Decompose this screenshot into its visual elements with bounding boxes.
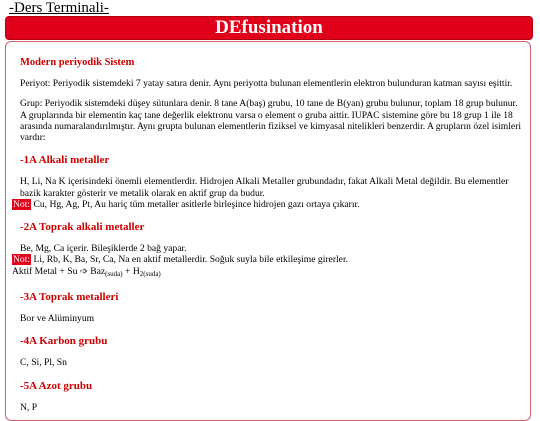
group-1a-paragraph: H, Li, Na K içerisindeki önemli elementlerdir. Hidrojen Alkali Metaller grubundadır, fakat Alkali Metal değildir. Bu elementler bazik karakter gösterir ve metalik olarak en aktif grup da budur. [20,176,509,199]
group-2a-formula [12,266,522,280]
article-content [6,57,530,413]
formula-sub-2: 2(suda) [139,269,161,278]
section-heading-4a: -4A Karbon grubu [20,335,108,348]
group-2a-note [12,254,522,265]
grup-paragraph: Grup: Periyodik sistemdeki düşey sütunlara denir. 8 tane A(baş) grubu, 10 tane de B(yan) grubu bulunur, toplam 18 grup bulunur. A gruplarında bir elementin kaç tane değerlik elektronu varsa o element o gruba aittir. IUPAC sistemine göre bu 18 grup 1 ile 18 arasında numaralandırılmıştır. Aynı grupta bulunan elementlerin fiziksel ve kimyasal nitelikleri benzerdir. A grupların özel isimleri vardır: [20,98,522,144]
section-heading-1a: -1A Alkali metaller [20,154,110,167]
section-heading-2a: -2A Toprak alkali metaller [20,221,145,234]
site-title-banner: DEfusination [5,16,533,40]
group-1a-note-text: Cu, Hg, Ag, Pt, Au hariç tüm metaller asitlerle birleşince hidrojen gazı ortaya çıkarır. [31,198,360,210]
note-badge: Not: [13,254,31,266]
article-panel [5,41,531,421]
section-heading-5a: -5A Azot grubu [20,379,93,392]
formula-sub-1: (suda) [105,269,123,278]
group-2a-paragraph: Be, Mg, Ca içerir. Bileşiklerde 2 bağ yapar. [20,243,187,255]
formula-part-a: Aktif Metal + Su ➩ Baz [12,265,106,277]
section-heading-3a: -3A Toprak metalleri [20,290,119,303]
group-2a-note-text: Li, Rb, K, Ba, Sr, Ca, Na en aktif metallerdir. Soğuk suyla bile etkileşime girerler. [31,254,349,266]
ders-terminali-link[interactable]: -Ders Terminali- [9,0,109,16]
formula-part-b: + H [122,265,140,277]
group-1a-note [12,199,522,210]
group-5a-paragraph: N, P [20,401,38,413]
section-heading-modern-periyodik: Modern periyodik Sistem [20,57,135,68]
note-badge: Not: [13,198,31,210]
periyot-paragraph: Periyot: Periyodik sistemdeki 7 yatay satıra denir. Aynı periyotta bulunan elementlerin elektron bulunduran katman sayısı eşittir. [20,78,513,90]
group-4a-paragraph: C, Si, Pl, Sn [20,357,67,369]
group-3a-paragraph: Bor ve Alüminyum [20,313,95,325]
